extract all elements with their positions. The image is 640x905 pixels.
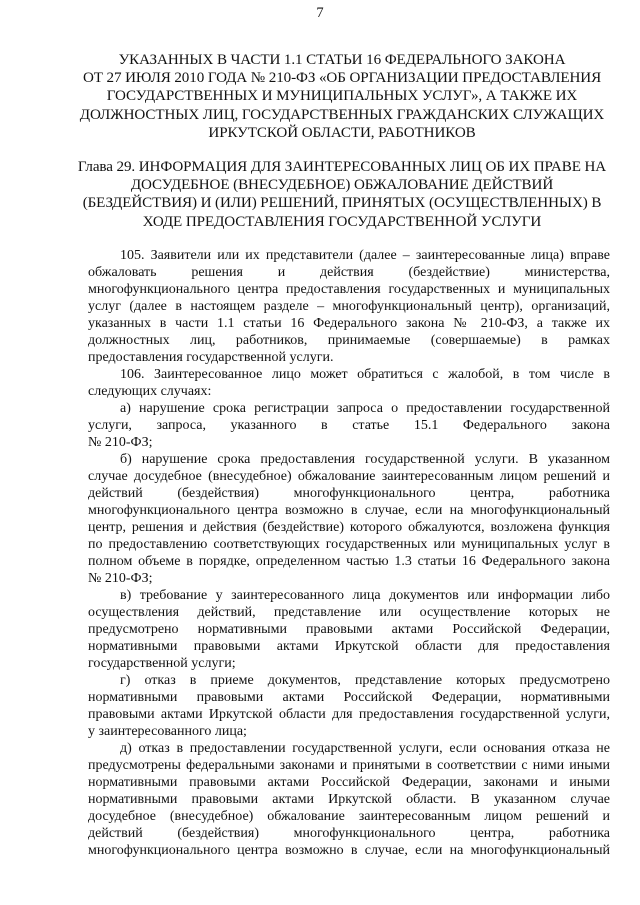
text-line: услуги, запроса, указанного в статье 15.1 Федерального закона <box>88 418 610 433</box>
text-line: многофункционального центра предоставления государственных и муниципальных <box>88 282 610 297</box>
heading-line: ГОСУДАРСТВЕННЫХ И МУНИЦИПАЛЬНЫХ УСЛУГ», А ТАКЖЕ ИХ <box>106 88 578 105</box>
body-text <box>88 247 610 859</box>
text-line: действий (бездействия) многофункционального центра, работника <box>88 486 610 501</box>
text-line: нормативными правовыми актами Российской Федерации, нормативными <box>88 690 610 705</box>
text-line: г) отказ в приеме документов, представление которых предусмотрено <box>120 673 610 688</box>
heading-line: УКАЗАННЫХ В ЧАСТИ 1.1 СТАТЬИ 16 ФЕДЕРАЛЬНОГО ЗАКОНА <box>118 52 566 68</box>
text-line: досудебное (внесудебное) обжалование заинтересованным лицом решений и <box>88 809 610 824</box>
text-line: № 210-ФЗ; <box>88 571 153 586</box>
text-line: государственной услуги; <box>88 656 236 671</box>
text-line: должностных лиц, работников, принимаемые (совершаемые) в рамках <box>88 333 610 348</box>
text-line: правовыми актами Иркутской области для предоставления государственной услуги, <box>88 707 610 722</box>
paragraph-item-d <box>88 740 610 859</box>
paragraph-106 <box>88 366 610 400</box>
text-line: предусмотрено нормативными правовыми актами Российской Федерации, <box>88 622 610 637</box>
text-line: многофункционального центра возможно в случае, если на многофункциональный <box>88 843 610 858</box>
text-line: нормативными правовыми актами Российской Федерации, законами и иными <box>88 775 610 790</box>
text-line: осуществления действий, представление или осуществление которых не <box>88 605 610 620</box>
text-line: б) нарушение срока предоставления государственной услуги. В указанном <box>120 452 610 467</box>
paragraph-item-b <box>88 451 610 587</box>
text-line: действий (бездействия) многофункционального центра, работника <box>88 826 610 841</box>
text-line: следующих случаях: <box>88 384 212 399</box>
heading-line: ДОСУДЕБНОЕ (ВНЕСУДЕБНОЕ) ОБЖАЛОВАНИЕ ДЕЙСТВИЙ <box>130 177 554 194</box>
heading-line: ДОЛЖНОСТНЫХ ЛИЦ, ГОСУДАРСТВЕННЫХ ГРАЖДАНСКИХ СЛУЖАЩИХ <box>79 106 605 123</box>
paragraph-item-v <box>88 587 610 672</box>
text-line: 105. Заявители или их представители (далее – заинтересованные лица) вправе <box>120 248 610 263</box>
text-line: № 210-ФЗ; <box>88 435 153 450</box>
paragraph-item-g <box>88 672 610 740</box>
text-line: обжаловать решения и действия (бездействие) министерства, <box>88 265 610 280</box>
text-line: многофункционального центра возможно в случае, если на многофункциональный <box>88 503 610 518</box>
text-line: предусмотрены федеральными законами и принятыми в соответствии с ними иными <box>88 758 610 773</box>
paragraph-item-a <box>88 400 610 451</box>
text-line: 106. Заинтересованное лицо может обратиться с жалобой, в том числе в <box>120 367 610 382</box>
text-line: случае досудебное (внесудебное) обжалование заинтересованным лицом решений и <box>88 469 610 484</box>
text-line: нормативными правовыми актами Иркутской области. В указанном случае <box>88 792 610 807</box>
heading-line: Глава 29. ИНФОРМАЦИЯ ДЛЯ ЗАИНТЕРЕСОВАННЫХ ЛИЦ ОБ ИХ ПРАВЕ НА <box>77 159 607 175</box>
heading-line: ХОДЕ ПРЕДОСТАВЛЕНИЯ ГОСУДАРСТВЕННОЙ УСЛУГИ <box>142 213 542 230</box>
paragraph-105 <box>88 247 610 366</box>
text-line: нормативными правовыми актами Иркутской области для предоставления <box>88 639 610 654</box>
text-line: а) нарушение срока регистрации запроса о предоставлении государственной <box>120 401 610 416</box>
heading-line: ОТ 27 ИЮЛЯ 2010 ГОДА № 210-ФЗ «ОБ ОРГАНИЗАЦИИ ПРЕДОСТАВЛЕНИЯ <box>82 70 602 87</box>
text-line: полном объеме в порядке, определенном частью 1.3 статьи 16 Федерального закона <box>88 554 610 569</box>
text-line: по предоставлению соответствующих государственных или муниципальных услуг в <box>88 537 610 552</box>
heading-line: ИРКУТСКОЙ ОБЛАСТИ, РАБОТНИКОВ <box>208 124 476 141</box>
chapter-heading <box>62 158 622 231</box>
text-line: указанных в части 1.1 статьи 16 Федерального закона № 210-ФЗ, а также их <box>88 316 610 331</box>
text-line: в) требование у заинтересованного лица документов или информации либо <box>120 588 610 603</box>
text-line: у заинтересованного лица; <box>88 724 247 739</box>
text-line: д) отказ в предоставлении государственной услуги, если основания отказа не <box>120 741 610 756</box>
section-heading <box>62 51 622 142</box>
text-line: услуг (далее в настоящем разделе – многофункциональный центр), организаций, <box>88 299 610 314</box>
page-number: 7 <box>316 5 324 21</box>
text-line: предоставления государственной услуги. <box>88 350 334 365</box>
text-line: центр, решения и действия (бездействие) которого обжалуются, возложена функция <box>88 520 610 535</box>
heading-line: (БЕЗДЕЙСТВИЯ) И (ИЛИ) РЕШЕНИЙ, ПРИНЯТЫХ (ОСУЩЕСТВЛЕННЫХ) В <box>82 195 602 212</box>
